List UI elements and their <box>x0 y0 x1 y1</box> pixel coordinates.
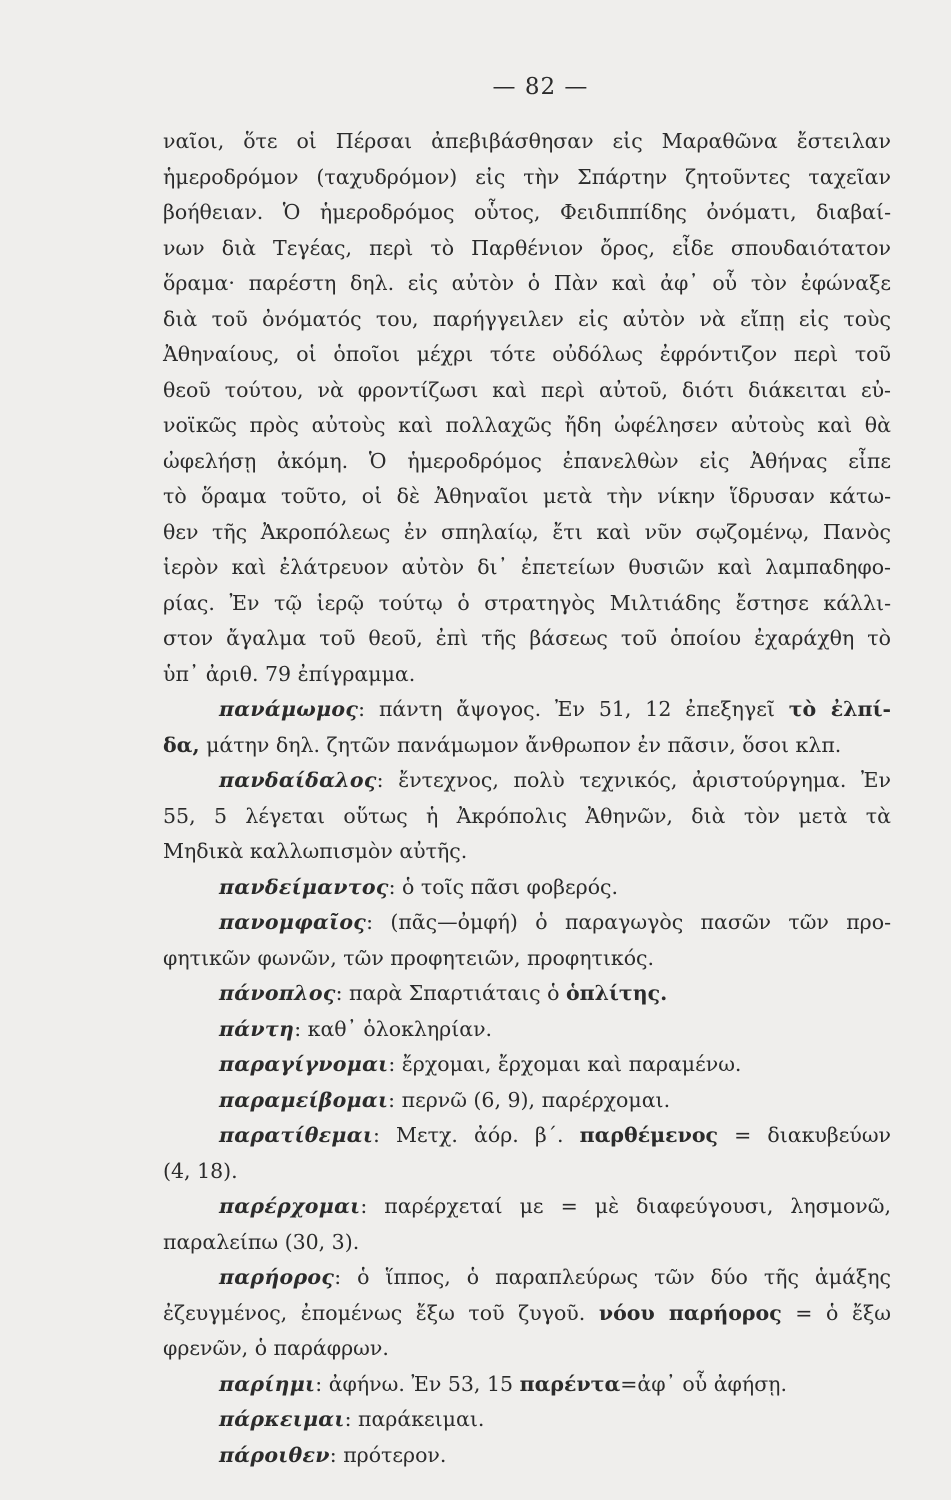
glossary-entry <box>163 976 891 1012</box>
entry-headword: πάνοπλος <box>219 981 336 1005</box>
glossary-entry <box>163 1260 891 1367</box>
paragraph-line: ἱερὸν καὶ ἐλάτρευον αὐτὸν δι᾽ ἐπετείων θυσιῶν καὶ λαμπαδηφο- <box>163 555 891 579</box>
glossary-entry <box>163 763 891 870</box>
entry-text: : ὁ ἵππος, ὁ παραπλεύρως τῶν δύο τῆς ἁμάξης <box>334 1265 891 1289</box>
entry-line <box>163 1438 891 1474</box>
glossary-entry <box>163 1367 891 1403</box>
entry-line <box>163 763 891 799</box>
paragraph <box>163 124 891 692</box>
text-block <box>163 124 891 1473</box>
glossary-entry <box>163 1438 891 1474</box>
paragraph-line: τὸ ὅραμα τοῦτο, οἱ δὲ Ἀθηναῖοι μετὰ τὴν νίκην ἵδρυσαν κάτω- <box>163 484 891 508</box>
entry-line <box>163 1260 891 1296</box>
glossary-entry <box>163 905 891 976</box>
entry-line <box>163 799 891 835</box>
glossary-entry <box>163 1402 891 1438</box>
paragraph-line: θεν τῆς Ἀκροπόλεως ἐν σπηλαίῳ, ἔτι καὶ νῦν σῳζομένῳ, Πανὸς <box>163 519 891 544</box>
entry-text: : Μετχ. ἀόρ. β΄. <box>373 1123 580 1147</box>
paragraph-line: βοήθειαν. Ὁ ἡμεροδρόμος οὗτος, Φειδιππίδης ὀνόματι, διαβαί- <box>163 200 891 224</box>
glossary-entry <box>163 1118 891 1189</box>
entry-line <box>163 692 891 728</box>
entry-line <box>163 834 891 870</box>
glossary-entry <box>163 1189 891 1260</box>
entry-line <box>163 1225 891 1261</box>
paragraph-line: ρίας. Ἐν τῷ ἱερῷ τούτῳ ὁ στρατηγὸς Μιλτιάδης ἔστησε κάλλι- <box>163 590 891 615</box>
paragraph-line: νοϊκῶς πρὸς αὐτοὺς καὶ πολλαχῶς ἤδη ὠφέλησεν αὐτοὺς καὶ θὰ <box>163 413 891 437</box>
entry-line <box>163 1367 891 1403</box>
entry-line <box>163 905 891 941</box>
entry-text: : (πᾶς—ὀμφή) ὁ παραγωγὸς πασῶν τῶν προ- <box>366 910 891 934</box>
page-number: — 82 — <box>492 74 589 100</box>
entry-text: παραλείπω (30, 3). <box>163 1229 360 1254</box>
glossary-entry <box>163 1047 891 1083</box>
glossary-entry <box>163 1083 891 1119</box>
paragraph-line: θεοῦ τούτου, νὰ φροντίζωσι καὶ περὶ αὐτοῦ, διότι διάκειται εὐ- <box>163 377 891 402</box>
entry-text: =ἀφ᾽ οὗ ἀφήσῃ. <box>620 1371 787 1396</box>
entry-headword: παρήορος <box>219 1265 335 1289</box>
entry-text: = διακυβεύων <box>718 1123 891 1147</box>
paragraph-line: νων διὰ Τεγέας, περὶ τὸ Παρθένιον ὄρος, εἶδε σπουδαιότατον <box>163 235 891 260</box>
entry-line <box>163 1331 891 1367</box>
paragraph-line: ἡμεροδρόμον (ταχυδρόμον) εἰς τὴν Σπάρτην ζητοῦντες ταχεῖαν <box>163 164 891 189</box>
entry-line <box>163 870 891 906</box>
entry-line <box>163 1012 891 1048</box>
entry-text: Μηδικὰ καλλωπισμὸν αὐτῆς. <box>163 839 468 863</box>
entry-line <box>163 1189 891 1225</box>
entry-text: ἐζευγμένος, ἐπομένως ἔξω τοῦ ζυγοῦ. <box>163 1300 599 1325</box>
entry-line <box>163 728 891 764</box>
entry-line <box>163 1296 891 1332</box>
paragraph-line: Ἀθηναίους, οἱ ὁποῖοι μέχρι τότε οὐδόλως ἐφρόντιζον περὶ τοῦ <box>163 342 891 366</box>
entry-line <box>163 976 891 1012</box>
entry-headword: πάντη <box>219 1016 295 1041</box>
entry-text: μάτην δηλ. ζητῶν πανάμωμον ἄνθρωπον ἐν πᾶσιν, ὅσοι κλπ. <box>199 732 842 757</box>
glossary-entries <box>163 692 891 1473</box>
paragraph-line: ὑπ᾽ ἀριθ. 79 ἐπίγραμμα. <box>163 661 416 686</box>
entry-text: : ὁ τοῖς πᾶσι φοβερός. <box>388 874 619 899</box>
entry-headword: πανδαίδαλος <box>219 768 377 792</box>
entry-text: (4, 18). <box>163 1158 238 1183</box>
entry-bold-term: νόου παρήορος <box>598 1300 782 1325</box>
entry-line <box>163 1083 891 1119</box>
paragraph-line: ὠφελήσῃ ἀκόμη. Ὁ ἡμεροδρόμος ἐπανελθὼν εἰς Ἀθήνας εἶπε <box>163 448 891 473</box>
entry-text: φρενῶν, ὁ παράφρων. <box>163 1336 389 1360</box>
entry-bold-term: δα, <box>163 732 200 757</box>
entry-text: : παρὰ Σπαρτιάταις ὁ <box>335 981 566 1005</box>
entry-bold-term: τὸ ἐλπί- <box>788 697 891 721</box>
entry-line <box>163 1047 891 1083</box>
entry-bold-term: ὁπλίτης. <box>565 981 668 1005</box>
glossary-entry <box>163 1012 891 1048</box>
paragraph-line: στον ἄγαλμα τοῦ θεοῦ, ἐπὶ τῆς βάσεως τοῦ ὁποίου ἐχαράχθη τὸ <box>163 626 891 650</box>
entry-headword: παρατίθεμαι <box>219 1123 374 1147</box>
paragraph-line: ὅραμα· παρέστη δηλ. εἰς αὐτὸν ὁ Πὰν καὶ ἀφ᾽ οὗ τὸν ἐφώναξε <box>163 271 891 295</box>
glossary-entry <box>163 692 891 763</box>
entry-headword: παραγίγνομαι <box>219 1052 389 1076</box>
entry-text: 55, 5 λέγεται οὕτως ἡ Ἀκρόπολις Ἀθηνῶν, διὰ τὸν μετὰ τὰ <box>163 803 891 828</box>
entry-headword: παραμείβομαι <box>219 1087 389 1112</box>
paragraph-line: διὰ τοῦ ὀνόματός του, παρήγγειλεν εἰς αὐτὸν νὰ εἴπῃ εἰς τοὺς <box>163 306 891 331</box>
entry-headword: πάρκειμαι <box>219 1407 345 1431</box>
glossary-entry <box>163 870 891 906</box>
entry-text: : ἔρχομαι, ἔρχομαι καὶ παραμένω. <box>388 1052 742 1076</box>
entry-headword: πανομφαῖος <box>219 910 367 934</box>
entry-text: : ἀφήνω. Ἐν 53, 15 <box>315 1371 520 1396</box>
entry-bold-term: παρθέμενος <box>579 1123 719 1147</box>
entry-line <box>163 1154 891 1190</box>
entry-line <box>163 1118 891 1154</box>
entry-text: : πρότερον. <box>329 1442 447 1467</box>
entry-headword: πάροιθεν <box>219 1442 330 1467</box>
entry-headword: πανάμωμος <box>219 697 359 721</box>
paragraph-line: ναῖοι, ὅτε οἱ Πέρσαι ἀπεβιβάσθησαν εἰς Μαραθῶνα ἔστειλαν <box>163 129 891 153</box>
entry-text: : περνῶ (6, 9), παρέρχομαι. <box>388 1087 671 1112</box>
entry-line <box>163 941 891 977</box>
entry-text: φητικῶν φωνῶν, τῶν προφητειῶν, προφητικός. <box>163 945 655 970</box>
entry-headword: πανδείμαντος <box>219 874 389 899</box>
entry-text: : παρέρχεταί με = μὲ διαφεύγουσι, λησμονῶ, <box>360 1194 891 1218</box>
entry-bold-term: παρέντα <box>519 1371 621 1396</box>
entry-text: : παράκειμαι. <box>344 1407 485 1431</box>
entry-text: : πάντη ἄψογος. Ἐν 51, 12 ἐπεξηγεῖ <box>358 697 789 721</box>
entry-headword: παρίημι <box>219 1371 316 1396</box>
entry-text: = ὁ ἔξω <box>781 1300 891 1325</box>
entry-text: : καθ᾽ ὁλοκληρίαν. <box>294 1016 493 1041</box>
entry-line <box>163 1402 891 1438</box>
entry-text: : ἔντεχνος, πολὺ τεχνικός, ἀριστούργημα. Ἐν <box>376 768 891 792</box>
entry-headword: παρέρχομαι <box>219 1194 361 1218</box>
